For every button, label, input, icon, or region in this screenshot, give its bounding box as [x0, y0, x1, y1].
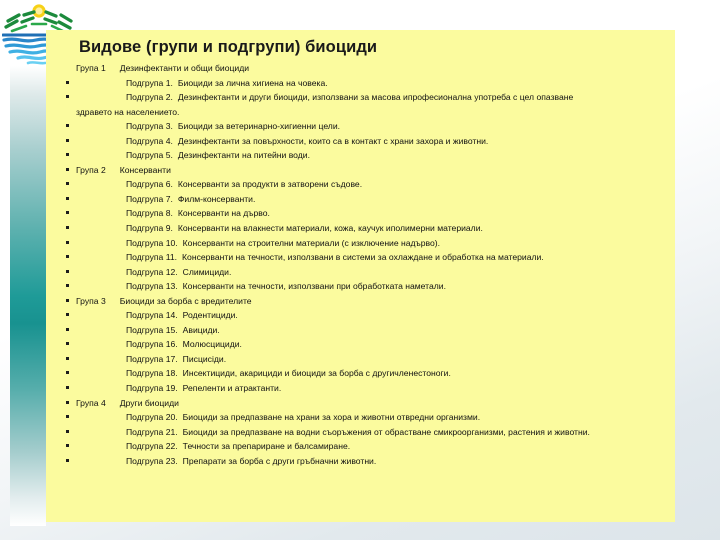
row-label: Подгрупа 16. — [126, 339, 178, 350]
row-label: Подгрупа 13. — [126, 281, 178, 292]
bullet-icon — [66, 211, 69, 214]
row-text — [46, 308, 675, 323]
row-label: Подгрупа 14. — [126, 310, 178, 321]
bullet-icon — [66, 357, 69, 360]
subgroup-row — [46, 366, 675, 381]
row-label: Подгрупа 11. — [126, 252, 178, 263]
row-text — [46, 265, 675, 280]
row-label: Подгрупа 15. — [126, 324, 178, 335]
row-text — [46, 206, 675, 221]
row-description: Биоциди за борба с вредителите — [119, 295, 252, 306]
row-description: Консерванти — [119, 164, 171, 175]
row-label: Подгрупа 9. — [126, 223, 173, 234]
row-text — [46, 410, 675, 425]
bullet-icon — [66, 401, 69, 404]
subgroup-row — [46, 454, 675, 469]
row-text — [46, 366, 675, 381]
row-description: Инсектициди, акарициди и биоциди за борба с другичленестоноги. — [182, 368, 451, 379]
content-panel — [46, 30, 675, 522]
row-label: Подгрупа 21. — [126, 426, 178, 437]
row-label: Подгрупа 1. — [126, 77, 173, 88]
group-row — [46, 396, 675, 411]
subgroup-row — [46, 192, 675, 207]
row-description: Консерванти на строителни материали (с изключение надърво). — [182, 237, 441, 248]
row-label: Подгрупа 6. — [126, 179, 173, 190]
row-text — [46, 439, 675, 454]
row-text — [46, 323, 675, 338]
row-description: Консерванти на влакнести материали, кожа, каучук иполимерни материали. — [177, 223, 483, 234]
row-text — [46, 381, 675, 396]
bullet-icon — [66, 459, 69, 462]
bullet-icon — [66, 124, 69, 127]
row-text — [46, 454, 675, 469]
row-description: Консерванти за продукти в затворени съдове. — [177, 179, 363, 190]
row-text — [46, 396, 675, 411]
row-label: Подгрупа 3. — [126, 121, 173, 132]
row-description: Течности за препариране и балсамиране. — [182, 441, 351, 452]
bullet-icon — [66, 342, 69, 345]
bullet-icon — [66, 284, 69, 287]
bullet-icon — [66, 430, 69, 433]
row-description: Дезинфектанти на питейни води. — [177, 150, 310, 161]
subgroup-row — [46, 134, 675, 149]
row-text — [46, 425, 675, 440]
row-description: Дезинфектанти и общи биоциди — [119, 63, 250, 73]
bullet-icon — [66, 139, 69, 142]
bullet-icon — [66, 270, 69, 273]
bullet-icon — [66, 328, 69, 331]
bullet-icon — [66, 255, 69, 258]
row-label: Подгрупа 4. — [126, 135, 173, 146]
row-description: Други биоциди — [119, 397, 179, 408]
row-label: Подгрупа 2. — [126, 92, 173, 103]
subgroup-row — [46, 265, 675, 280]
row-text — [46, 279, 675, 294]
subgroup-row — [46, 337, 675, 352]
row-text — [46, 352, 675, 367]
bullet-icon — [66, 81, 69, 84]
row-text — [46, 148, 675, 163]
left-accent-bar — [10, 66, 46, 526]
wrapped-line — [46, 105, 675, 120]
subgroup-row — [46, 381, 675, 396]
row-description: Консерванти на течности, използвани в системи за охлаждане и обработка на материали. — [182, 252, 544, 263]
row-description: Биоциди за ветеринарно-хигиенни цели. — [177, 121, 341, 132]
row-text — [46, 250, 675, 265]
row-text — [46, 105, 675, 120]
row-label: Подгрупа 8. — [126, 208, 173, 219]
group-row — [46, 61, 675, 76]
row-label: Подгрупа 7. — [126, 193, 173, 204]
group-row — [46, 294, 675, 309]
bullet-icon — [66, 313, 69, 316]
row-description: Слимициди. — [182, 266, 232, 277]
subgroup-row — [46, 323, 675, 338]
row-label: Група 3 — [76, 295, 106, 306]
row-description: Биоциди за лична хигиена на човека. — [177, 77, 328, 88]
row-description: Биоциди за предпазване на водни съоръжения от обрастване смикроорганизми, растения и животни. — [182, 426, 590, 437]
row-text — [46, 90, 675, 105]
row-text — [46, 119, 675, 134]
subgroup-row — [46, 76, 675, 91]
row-label: Подгрупа 12. — [126, 266, 178, 277]
row-label: Подгрупа 5. — [126, 150, 173, 161]
bullet-icon — [66, 371, 69, 374]
bullet-icon — [66, 241, 69, 244]
row-description: Родентициди. — [182, 310, 238, 321]
row-text — [46, 236, 675, 251]
row-label: Подгрупа 10. — [126, 237, 178, 248]
row-label: Подгрупа 20. — [126, 412, 178, 423]
subgroup-row — [46, 90, 675, 105]
subgroup-row — [46, 236, 675, 251]
row-label: Група 4 — [76, 397, 106, 408]
row-text — [46, 337, 675, 352]
row-text — [46, 61, 675, 76]
bullet-icon — [66, 95, 69, 98]
row-text — [46, 221, 675, 236]
row-description: Препарати за борба с други гръбначни животни. — [182, 455, 377, 466]
subgroup-row — [46, 221, 675, 236]
row-label: Група 2 — [76, 164, 106, 175]
subgroup-row — [46, 279, 675, 294]
subgroup-row — [46, 425, 675, 440]
row-text — [46, 163, 675, 178]
bullet-icon — [66, 444, 69, 447]
row-text — [46, 76, 675, 91]
row-description: Консерванти на дърво. — [177, 208, 270, 219]
row-label: Подгрупа 22. — [126, 441, 178, 452]
row-text — [46, 177, 675, 192]
row-text — [46, 192, 675, 207]
row-label: Подгрупа 18. — [126, 368, 178, 379]
row-description: Дезинфектанти за повърхности, които са в контакт с храни захора и животни. — [177, 135, 489, 146]
bullet-icon — [66, 415, 69, 418]
subgroup-row — [46, 308, 675, 323]
subgroup-row — [46, 352, 675, 367]
bullet-icon — [66, 153, 69, 156]
subgroup-row — [46, 177, 675, 192]
row-description: Биоциди за предпазване на храни за хора и животни отвредни организми. — [182, 412, 481, 423]
subgroup-row — [46, 439, 675, 454]
row-description: Репеленти и атрактанти. — [182, 383, 282, 394]
bullet-icon — [66, 386, 69, 389]
bullet-icon — [66, 226, 69, 229]
row-description: Авициди. — [182, 324, 220, 335]
bullet-icon — [66, 299, 69, 302]
row-label: Група 1 — [76, 63, 106, 73]
bullet-icon — [66, 197, 69, 200]
row-description: Писциciди. — [182, 353, 227, 364]
bullet-icon — [66, 182, 69, 185]
row-label: Подгрупа 17. — [126, 353, 178, 364]
row-description: Дезинфектанти и други биоциди, използвани за масова ипрофесионална употреба с цел опазване — [177, 92, 574, 103]
biocide-group-list — [46, 61, 675, 468]
subgroup-row — [46, 148, 675, 163]
bullet-icon — [66, 168, 69, 171]
subgroup-row — [46, 410, 675, 425]
row-description: Филм-консерванти. — [177, 193, 256, 204]
group-row — [46, 163, 675, 178]
row-description: Консерванти на течности, използвани при обработката наметали. — [182, 281, 446, 292]
row-label: Подгрупа 19. — [126, 383, 178, 394]
row-description: Молюсцициди. — [182, 339, 242, 350]
row-text — [46, 294, 675, 309]
row-description: здравето на населението. — [76, 106, 180, 117]
page-title: Видове (групи и подгрупи) биоциди — [79, 38, 378, 56]
row-text — [46, 134, 675, 149]
subgroup-row — [46, 250, 675, 265]
row-label: Подгрупа 23. — [126, 455, 178, 466]
subgroup-row — [46, 206, 675, 221]
subgroup-row — [46, 119, 675, 134]
